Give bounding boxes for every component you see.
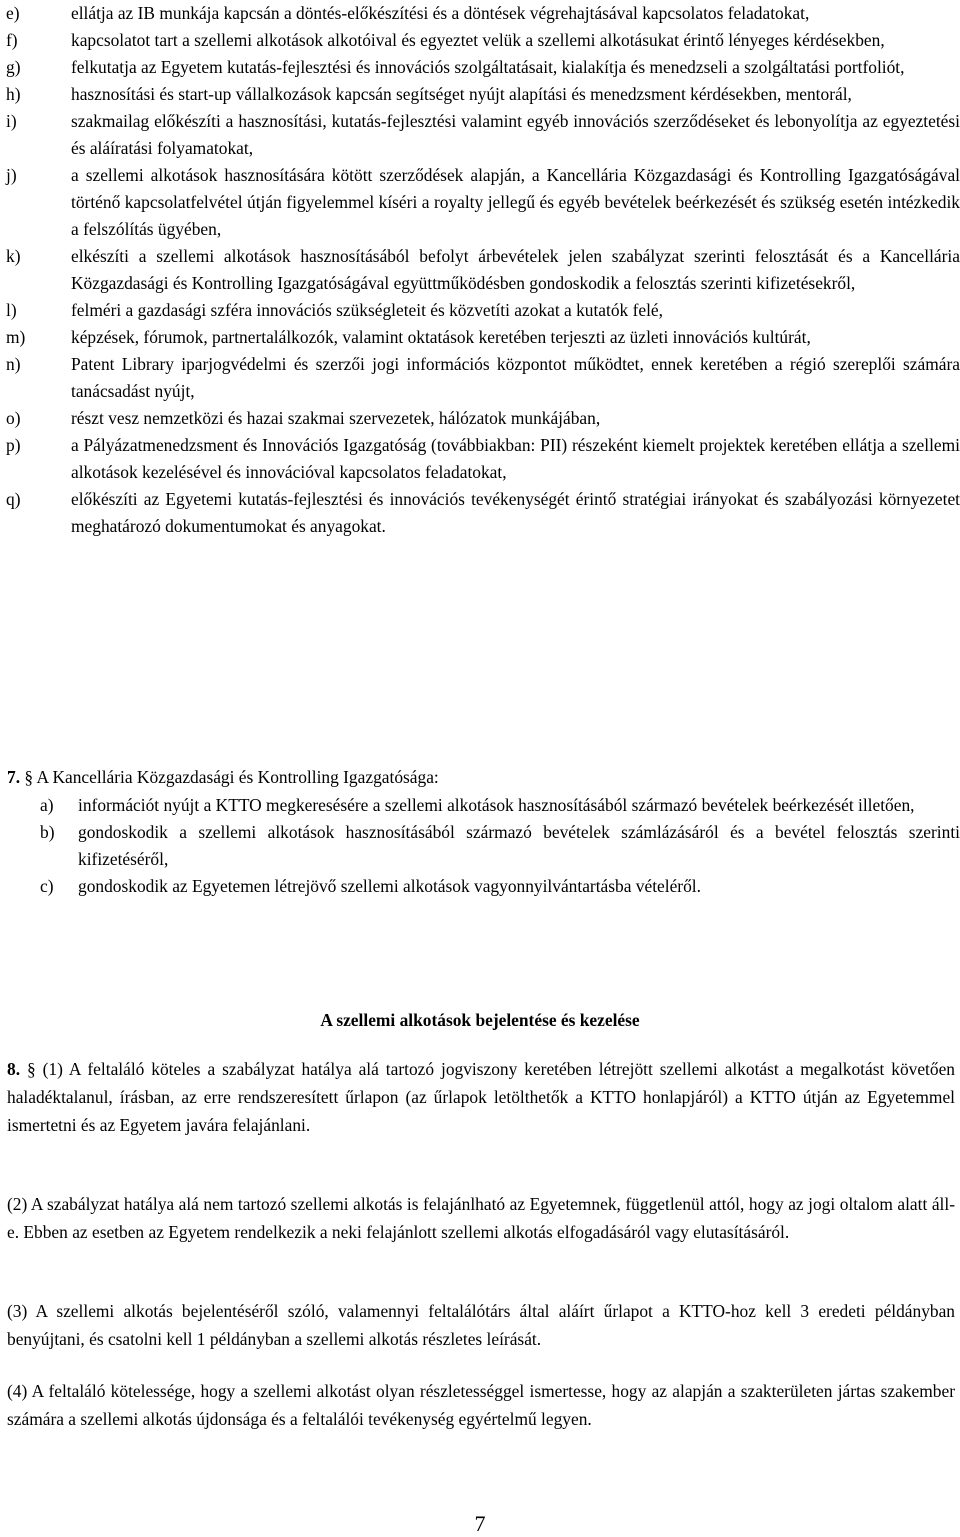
list-item-text: részt vesz nemzetközi és hazai szakmai szervezetek, hálózatok munkájában,	[71, 408, 601, 428]
list-marker: e)	[6, 3, 20, 23]
list-item	[0, 351, 960, 405]
list-marker: p)	[6, 435, 21, 455]
list-item	[0, 27, 960, 54]
list-marker: g)	[6, 57, 21, 77]
chapter-heading: A szellemi alkotások bejelentése és kezelése	[320, 1010, 640, 1030]
section-7-title	[7, 764, 957, 791]
list-marker: i)	[6, 111, 17, 131]
list-marker: c)	[40, 876, 54, 896]
list-item-text: a Pályázatmenedzsment és Innovációs Igazgatóság (továbbiakban: PII) részeként kiemelt projektek keretében ellátja a szellemi alkotások kezelésével és innovációval kapcsolatos feladatokat,	[71, 435, 960, 482]
list-item	[0, 162, 960, 243]
list-item-text: gondoskodik a szellemi alkotások hasznosításából származó bevételek számlázásáról és a bevétel felosztás szerinti kifizetéséről,	[78, 822, 960, 869]
list-marker: q)	[6, 489, 21, 509]
list-item-text: a szellemi alkotások hasznosítására kötött szerződések alapján, a Kancellária Közgazdasági és Kontrolling Igazgatóságával történő kapcsolatfelvétel útján figyelemmel kíséri a royalty jellegű és egyéb bevételek beérkezését és szükség esetén intézkedik a felszólítás ügyében,	[71, 165, 960, 239]
list-marker: m)	[6, 327, 26, 347]
list-item-text: kapcsolatot tart a szellemi alkotások alkotóival és egyeztet velük a szellemi alkotásukat érintő lényeges kérdésekben,	[71, 30, 885, 50]
list-item	[0, 108, 960, 162]
list-item-text: képzések, fórumok, partnertalálkozók, valamint oktatások keretében terjeszti az üzleti innovációs kultúrát,	[71, 327, 811, 347]
list-marker: a)	[40, 795, 54, 815]
list-marker: h)	[6, 84, 21, 104]
list-item-text: felkutatja az Egyetem kutatás-fejlesztési és innovációs szolgáltatásait, kialakítja és menedzseli a szolgáltatási portfoliót,	[71, 57, 905, 77]
section-8-paragraph-2: (2) A szabályzat hatálya alá nem tartozó szellemi alkotás is felajánlható az Egyetemnek, függetlenül attól, hogy az jogi oltalom alatt áll-e. Ebben az esetben az Egyetem rendelkezik a neki felajánlott szellemi alkotás elfogadásáról vagy elutasításáról.	[7, 1194, 955, 1242]
list-item	[0, 0, 960, 27]
list-item	[0, 819, 960, 873]
list-item-text: gondoskodik az Egyetemen létrejövő szellemi alkotások vagyonnyilvántartásba vételéről.	[78, 876, 701, 896]
list-item-text: Patent Library iparjogvédelmi és szerzői jogi információs központot működtet, ennek keretében a régió szereplői számára tanácsadást nyújt,	[71, 354, 960, 401]
list-item-text: információt nyújt a KTTO megkeresésére a szellemi alkotások hasznosításából származó bevételek beérkezését illetően,	[78, 795, 915, 815]
section-title: A Kancellária Közgazdasági és Kontrolling Igazgatósága:	[36, 767, 439, 787]
list-item-text: szakmailag előkészíti a hasznosítási, kutatás-fejlesztési valamint egyéb innovációs szerződéseket és lebonyolítja az egyeztetési és aláíratási folyamatokat,	[71, 111, 960, 158]
list-marker: o)	[6, 408, 21, 428]
list-item	[0, 432, 960, 486]
list-item	[0, 792, 960, 819]
list-item-text: ellátja az IB munkája kapcsán a döntés-előkészítési és a döntések végrehajtásával kapcsolatos feladatokat,	[71, 3, 810, 23]
section-7-list	[0, 792, 960, 900]
list-marker: n)	[6, 354, 21, 374]
list-marker: l)	[6, 300, 17, 320]
list-item-text: előkészíti az Egyetemi kutatás-fejlesztési és innovációs tevékenységét érintő stratégiai irányokat és szabályozási környezetet meghatározó dokumentumokat és anyagokat.	[71, 489, 960, 536]
section-number: 7.	[7, 767, 21, 787]
section-8-paragraph-3: (3) A szellemi alkotás bejelentéséről szóló, valamennyi feltalálótárs által aláírt űrlapot a KTTO-hoz kell 3 eredeti példányban benyújtani, és csatolni kell 1 példányban a szellemi alkotás részletes leírását.	[7, 1301, 955, 1349]
list-marker: k)	[6, 246, 21, 266]
list-item	[0, 405, 960, 432]
section-sign: §	[26, 1059, 36, 1079]
list-marker: j)	[6, 165, 17, 185]
task-list	[0, 0, 960, 540]
page-number: 7	[474, 1511, 486, 1536]
section-number: 8.	[7, 1059, 21, 1079]
list-marker: f)	[6, 30, 18, 50]
paragraph-text: (1) A feltaláló köteles a szabályzat hatálya alá tartozó jogviszony keretében létrejött szellemi alkotást a megalkotást követően haladéktalanul, írásban, az erre rendszeresített űrlapon (az űrlapok letölthetők a KTTO honlapjáról) a KTTO útján az Egyetemmel ismertetni és az Egyetem javára felajánlani.	[7, 1059, 955, 1135]
section-8-paragraph-4: (4) A feltaláló kötelessége, hogy a szellemi alkotást olyan részletességgel ismertesse, hogy az alapján a szakterületen jártas szakember számára a szellemi alkotás újdonsága és a feltalálói tevékenység egyértelmű legyen.	[7, 1381, 955, 1429]
list-item-text: felméri a gazdasági szféra innovációs szükségleteit és közvetíti azokat a kutatók felé,	[71, 300, 663, 320]
list-item	[0, 324, 960, 351]
list-item	[0, 54, 960, 81]
list-item	[0, 297, 960, 324]
section-sign: §	[24, 767, 34, 787]
list-item	[0, 486, 960, 540]
list-item	[0, 81, 960, 108]
list-item-text: elkészíti a szellemi alkotások hasznosításából befolyt árbevételek jelen szabályzat szerinti felosztását és a Kancellária Közgazdasági és Kontrolling Igazgatóságával együttműködésben gondoskodik a felosztás szerinti kifizetésekről,	[71, 246, 960, 293]
section-8-paragraph-1	[7, 1055, 955, 1139]
list-marker: b)	[40, 822, 55, 842]
list-item	[0, 873, 960, 900]
list-item-text: hasznosítási és start-up vállalkozások kapcsán segítséget nyújt alapítási és menedzsment kérdésekben, mentorál,	[71, 84, 852, 104]
list-item	[0, 243, 960, 297]
